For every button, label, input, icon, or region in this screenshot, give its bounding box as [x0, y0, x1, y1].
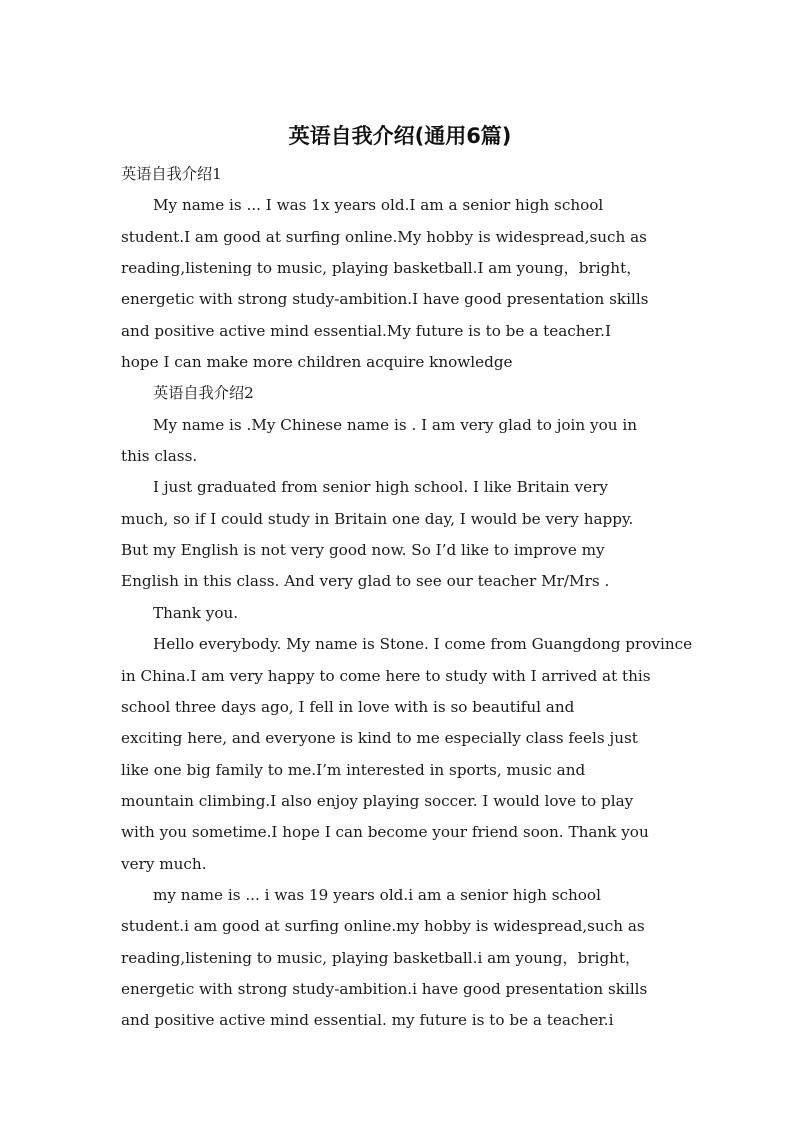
text-line: reading,listening to music, playing basketball.i am young，bright， [121, 948, 641, 967]
text-line: reading,listening to music, playing basketball.I am young，bright， [121, 259, 642, 278]
text-line: I just graduated from senior high school. I like Britain very [153, 478, 608, 497]
text-line: 英语自我介绍1 [121, 165, 222, 183]
text-line: much, so if I could study in Britain one day, I would be very happy. [121, 509, 634, 528]
text-line: exciting here, and everyone is kind to me especially class feels just [121, 729, 638, 748]
text-line: student.i am good at surfing online.my hobby is widespread,such as [121, 917, 645, 936]
text-line: school three days ago, I fell in love with is so beautiful and [121, 697, 575, 716]
text-line: student.I am good at surfing online.My hobby is widespread,such as [121, 227, 647, 246]
text-line: and positive active mind essential. my future is to be a teacher.i [121, 1011, 614, 1030]
text-line: this class. [121, 447, 198, 466]
text-line: Thank you. [153, 603, 239, 622]
text-line: Hello everybody. My name is Stone. I come from Guangdong province [153, 635, 693, 654]
text-line: hope I can make more children acquire knowledge [121, 353, 513, 372]
text-line: My name is ... I was 1x years old.I am a senior high school [153, 196, 604, 215]
text-line: my name is ... i was 19 years old.i am a senior high school [153, 885, 601, 904]
text-line: and positive active mind essential.My future is to be a teacher.I [121, 321, 611, 340]
document-title: 英语自我介绍(通用6篇) [288, 124, 512, 148]
text-line: 英语自我介绍2 [153, 384, 254, 403]
text-line: very much. [121, 854, 207, 873]
text-line: English in this class. And very glad to see our teacher Mr/Mrs . [121, 572, 610, 591]
text-line: But my English is not very good now. So I’d like to improve my [121, 541, 605, 560]
document-body [121, 159, 693, 1037]
text-line: My name is .My Chinese name is . I am very glad to join you in [153, 415, 637, 434]
text-line: mountain climbing.I also enjoy playing soccer. I would love to play [121, 791, 634, 810]
text-line: energetic with strong study-ambition.I have good presentation skills [121, 290, 649, 309]
text-line: energetic with strong study-ambition.i have good presentation skills [121, 979, 648, 998]
text-line: like one big family to me.I’m interested in sports, music and [121, 760, 586, 779]
text-line: with you sometime.I hope I can become your friend soon. Thank you [121, 823, 649, 842]
text-line: in China.I am very happy to come here to study with I arrived at this [121, 666, 651, 685]
